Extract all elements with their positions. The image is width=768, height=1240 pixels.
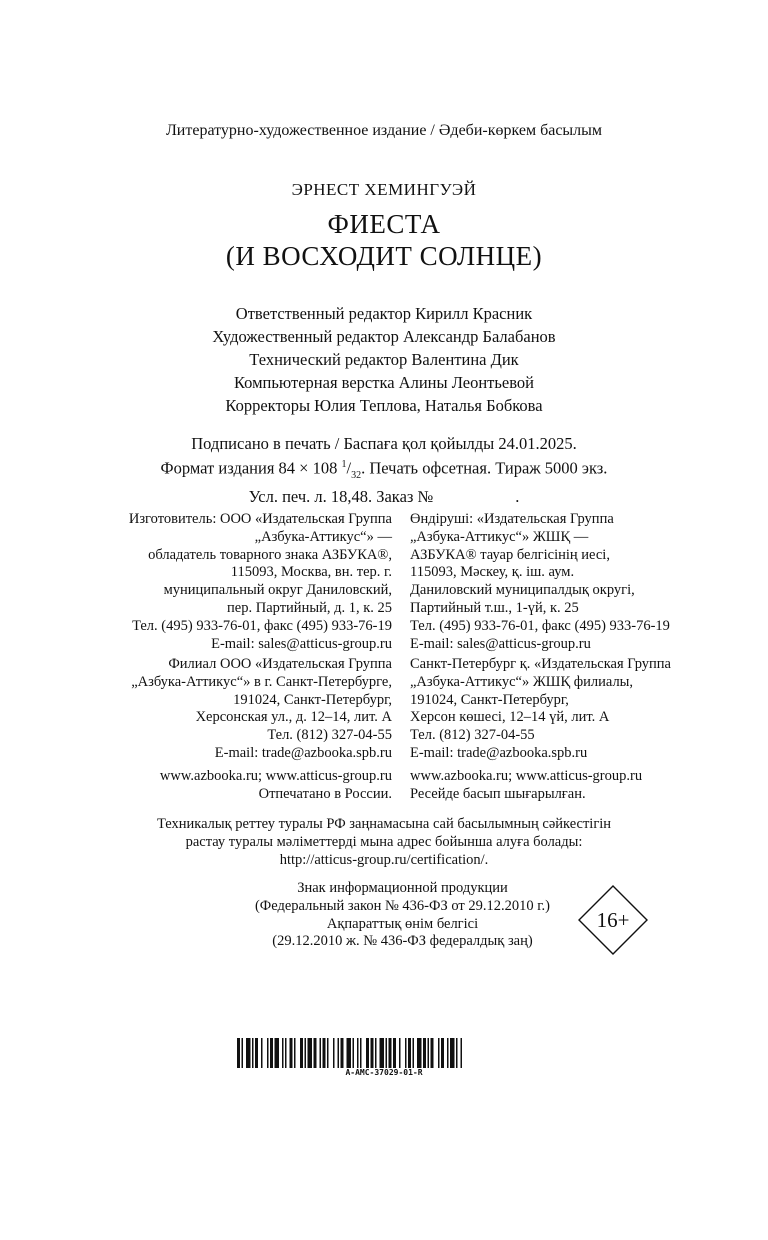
barcode-bar [375, 1038, 377, 1068]
barcode-bar [261, 1038, 263, 1068]
barcode-bar [237, 1038, 240, 1068]
barcode-bar [282, 1038, 284, 1068]
barcode-bar [327, 1038, 329, 1068]
editorial-credits [0, 302, 768, 417]
manufacturer-kz-line: АЗБУКА® тауар белгісінің иесі, [410, 546, 610, 563]
barcode-bar [456, 1038, 458, 1068]
manufacturer-ru [129, 511, 392, 653]
book-title [0, 208, 768, 272]
barcode-bar [290, 1038, 293, 1068]
manufacturer-kz-line: Партийный т.ш., 1-үй, к. 25 [410, 599, 579, 616]
web-ru [160, 768, 392, 804]
barcode-bar [320, 1038, 322, 1068]
barcode-bar [242, 1038, 244, 1068]
title-line-2: (И ВОСХОДИТ СОЛНЦЕ) [225, 241, 543, 271]
certification-url: http://atticus-group.ru/certification/. [279, 852, 489, 868]
barcode-bar [300, 1038, 303, 1068]
manufacturer-kz [410, 511, 670, 653]
branch-kz-line: Херсон көшесі, 12–14 үй, лит. А [410, 709, 610, 726]
barcode-bar [338, 1038, 340, 1068]
info-sign-line: Ақпараттық өнім белгісі [326, 915, 479, 932]
printed-in-ru: Отпечатано в России. [258, 785, 392, 802]
manufacturer-ru-line: муниципальный округ Даниловский, [163, 582, 392, 599]
branch-ru-line: „Азбука-Аттикус“» в г. Санкт-Петербурге, [131, 673, 392, 690]
manufacturer-kz-line: Даниловский муниципалдық округі, [410, 582, 635, 599]
branch-ru-email: E-mail: trade@azbooka.spb.ru [214, 744, 392, 761]
credit-line: Технический редактор Валентина Дик [249, 350, 519, 369]
manufacturer-kz-line: Өндіруші: «Издательская Группа [410, 511, 614, 527]
barcode-bar [308, 1038, 313, 1068]
printing-info [0, 433, 768, 507]
barcode-bar [294, 1038, 296, 1068]
barcode-bar [305, 1038, 307, 1068]
certification-line: Техникалық реттеу туралы РФ заңнамасына сай басылымның сәйкестігін [156, 816, 612, 832]
branch-kz-email: E-mail: trade@azbooka.spb.ru [410, 744, 588, 761]
barcode-bar [438, 1038, 440, 1068]
format-denominator: 32 [351, 469, 362, 481]
barcode-bar [441, 1038, 444, 1068]
barcode-code: A-AMC-37029-01-R [345, 1068, 423, 1077]
barcode-bar [380, 1038, 385, 1068]
branch-ru-line: 191024, Санкт-Петербург, [233, 691, 392, 708]
websites-kz: www.azbooka.ru; www.atticus-group.ru [410, 768, 643, 784]
barcode-bar [246, 1038, 251, 1068]
format-prefix: Формат издания 84 × 108 [160, 458, 342, 478]
barcode-bar [428, 1038, 430, 1068]
websites-ru: www.azbooka.ru; www.atticus-group.ru [159, 768, 392, 784]
info-sign-line: (29.12.2010 ж. № 436-ФЗ федералдық заң) [272, 933, 533, 950]
barcode-bar [461, 1038, 463, 1068]
branch-ru-line: Филиал ООО «Издательская Группа [168, 656, 392, 672]
info-sign-line: (Федеральный закон № 436-ФЗ от 29.12.2010 г.) [254, 897, 551, 914]
order-line [0, 486, 768, 507]
certification-line: растау туралы мәліметтерді мына адрес бойынша алуға болады: [185, 834, 583, 850]
manufacturer-ru-line: Тел. (495) 933-76-01, факс (495) 933-76-19 [132, 617, 392, 634]
manufacturer-ru-line: „Азбука-Аттикус“» — [254, 528, 392, 545]
barcode-bar [450, 1038, 455, 1068]
barcode-bar [353, 1038, 355, 1068]
certification-note [0, 815, 768, 869]
branch-kz [410, 656, 671, 763]
order-label: Усл. печ. л. 18,48. Заказ № [248, 486, 434, 506]
manufacturer-kz-line: „Азбука-Аттикус“» ЖШҚ — [410, 528, 589, 545]
branch-kz-line: Санкт-Петербург қ. «Издательская Группа [410, 656, 671, 672]
manufacturer-kz-line: 115093, Мәскеу, қ. іш. аум. [410, 564, 575, 581]
printed-in-kz: Ресейде басып шығарылған. [410, 785, 586, 802]
barcode-bar [371, 1038, 374, 1068]
barcode-bar [423, 1038, 426, 1068]
barcode-bar [314, 1038, 317, 1068]
barcode-bar [333, 1038, 335, 1068]
manufacturer-ru-line: 115093, Москва, вн. тер. г. [230, 564, 392, 581]
signed-to-print: Подписано в печать / Баспаға қол қойылды 24.01.2025. [191, 434, 577, 453]
barcode-bar [341, 1038, 344, 1068]
barcode-bar [267, 1038, 269, 1068]
barcode-bar [447, 1038, 449, 1068]
credit-line: Художественный редактор Александр Балабанов [212, 327, 556, 346]
barcode-bar [255, 1038, 258, 1068]
info-product-sign [235, 880, 570, 951]
barcode-bar [347, 1038, 352, 1068]
branch-ru-line: Херсонская ул., д. 12–14, лит. А [195, 709, 392, 726]
barcode-bar [386, 1038, 388, 1068]
branch-kz-line: 191024, Санкт-Петербург, [410, 691, 569, 708]
barcode [237, 1038, 531, 1068]
barcode-bar [366, 1038, 369, 1068]
author-name: ЭРНЕСТ ХЕМИНГУЭЙ [291, 180, 477, 199]
order-end: . [515, 486, 520, 506]
branch-ru-line: Тел. (812) 327-04-55 [267, 727, 392, 744]
manufacturer-ru-line: обладатель товарного знака АЗБУКА®, [148, 546, 392, 563]
barcode-bar [399, 1038, 401, 1068]
barcode-bar [252, 1038, 254, 1068]
manufacturer-ru-line: Изготовитель: ООО «Издательская Группа [128, 511, 392, 527]
barcode-bar [405, 1038, 407, 1068]
barcode-bar [413, 1038, 415, 1068]
manufacturer-kz-email: E-mail: sales@atticus-group.ru [410, 635, 591, 652]
barcode-bar [270, 1038, 273, 1068]
barcode-bar [389, 1038, 392, 1068]
age-rating-badge [578, 885, 648, 955]
series-line: Литературно-художественное издание / Әдеби-көркем басылым [165, 122, 603, 139]
barcode-bar [431, 1038, 434, 1068]
format-line: Формат издания 84 × 108 $^1/_{32}$. Печать офсетная. Тираж 5000 экз. [160, 458, 608, 481]
branch-kz-line: „Азбука-Аттикус“» ЖШҚ филиалы, [410, 673, 634, 690]
credit-line: Компьютерная верстка Алины Леонтьевой [233, 373, 534, 392]
barcode-bar [360, 1038, 362, 1068]
format-suffix: . Печать офсетная. Тираж 5000 экз. [361, 458, 608, 478]
manufacturer-kz-line: Тел. (495) 933-76-01, факс (495) 933-76-19 [410, 617, 670, 634]
credit-line: Ответственный редактор Кирилл Красник [235, 304, 533, 323]
title-line-1: ФИЕСТА [327, 209, 441, 239]
barcode-bar [417, 1038, 422, 1068]
barcode-bar [285, 1038, 287, 1068]
branch-ru [131, 656, 392, 763]
barcode-bar [357, 1038, 359, 1068]
manufacturer-ru-line: пер. Партийный, д. 1, к. 25 [227, 599, 392, 616]
barcode-bar [323, 1038, 326, 1068]
branch-kz-line: Тел. (812) 327-04-55 [410, 727, 535, 744]
web-kz [410, 768, 642, 804]
credit-line: Корректоры Юлия Теплова, Наталья Бобкова [225, 396, 543, 415]
barcode-bar [408, 1038, 411, 1068]
info-sign-line: Знак информационной продукции [297, 880, 508, 896]
format-numerator: 1 [341, 459, 347, 470]
manufacturer-ru-email: E-mail: sales@atticus-group.ru [211, 635, 392, 652]
barcode-bar [275, 1038, 280, 1068]
barcode-bar [393, 1038, 396, 1068]
age-rating-text: 16+ [596, 908, 630, 932]
